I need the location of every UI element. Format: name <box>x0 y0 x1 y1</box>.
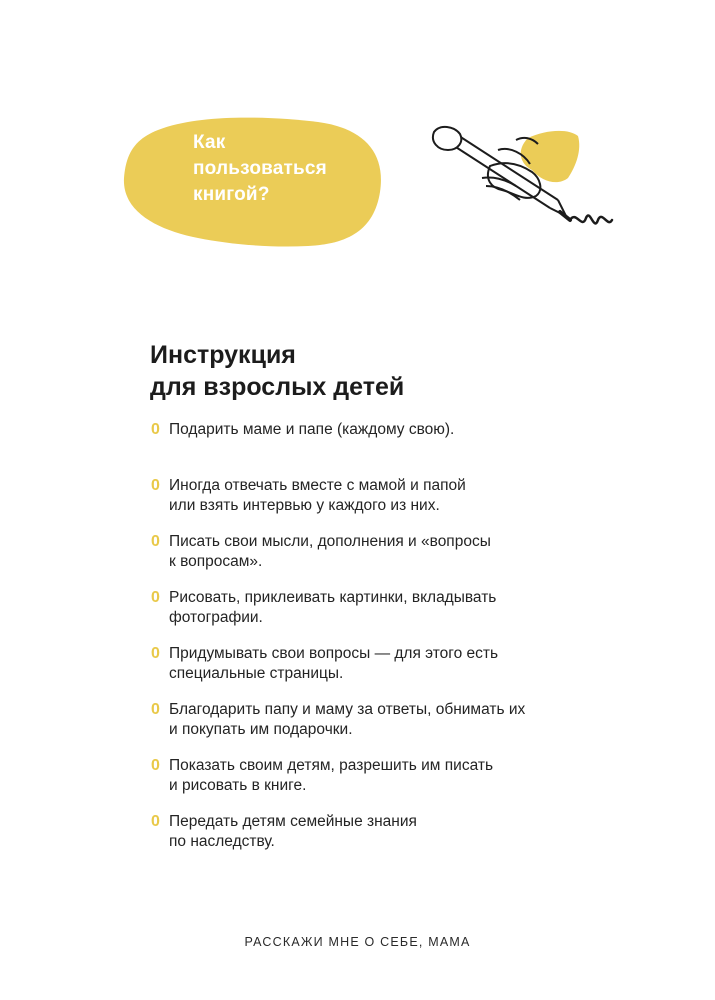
list-item-line: Придумывать свои вопросы — для этого есть <box>169 645 499 662</box>
list-item-line: Подарить маме и папе (каждому свою). <box>169 421 455 438</box>
list-item-line: Рисовать, приклеивать картинки, вкладывать <box>169 589 497 606</box>
book-title-footer: РАССКАЖИ МНЕ О СЕБЕ, МАМА <box>244 935 471 949</box>
bullet-icon: 0 <box>151 589 160 606</box>
blob-title-line-1: Как <box>193 132 226 153</box>
pen-drawing-icon <box>420 120 620 240</box>
list-item <box>150 644 570 700</box>
list-item <box>150 476 570 532</box>
list-item <box>150 812 570 868</box>
bullet-icon: 0 <box>151 757 160 774</box>
list-item-line: и покупать им подарочки. <box>169 721 353 738</box>
blob-title-line-3: книгой? <box>193 184 270 205</box>
list-item-line: Благодарить папу и маму за ответы, обнимать их <box>169 701 526 718</box>
list-item <box>150 700 570 756</box>
list-item-line: к вопросам». <box>169 553 263 570</box>
list-item-line: по наследству. <box>169 833 275 850</box>
bullet-icon: 0 <box>151 813 160 830</box>
list-item-line: специальные страницы. <box>169 665 344 682</box>
list-item-line: Показать своим детям, разрешить им писать <box>169 757 494 774</box>
bullet-icon: 0 <box>151 533 160 550</box>
list-item <box>150 756 570 812</box>
list-item <box>150 532 570 588</box>
heading-line-2: для взрослых детей <box>150 373 405 401</box>
bullet-icon: 0 <box>151 421 160 438</box>
blob-title-line-2: пользоваться <box>193 158 327 179</box>
list-item-line: фотографии. <box>169 609 263 626</box>
instructions-list <box>150 420 570 868</box>
heading-line-1: Инструкция <box>150 341 296 369</box>
list-item <box>150 588 570 644</box>
list-item <box>150 420 570 476</box>
bullet-icon: 0 <box>151 645 160 662</box>
list-item-line: Иногда отвечать вместе с мамой и папой <box>169 477 466 494</box>
list-item-line: Передать детям семейные знания <box>169 813 417 830</box>
blob-title <box>193 130 363 208</box>
bullet-icon: 0 <box>151 701 160 718</box>
list-item-line: Писать свои мысли, дополнения и «вопросы <box>169 533 491 550</box>
bullet-icon: 0 <box>151 477 160 494</box>
list-item-line: или взять интервью у каждого из них. <box>169 497 440 514</box>
page-heading <box>150 339 404 403</box>
list-item-line: и рисовать в книге. <box>169 777 307 794</box>
